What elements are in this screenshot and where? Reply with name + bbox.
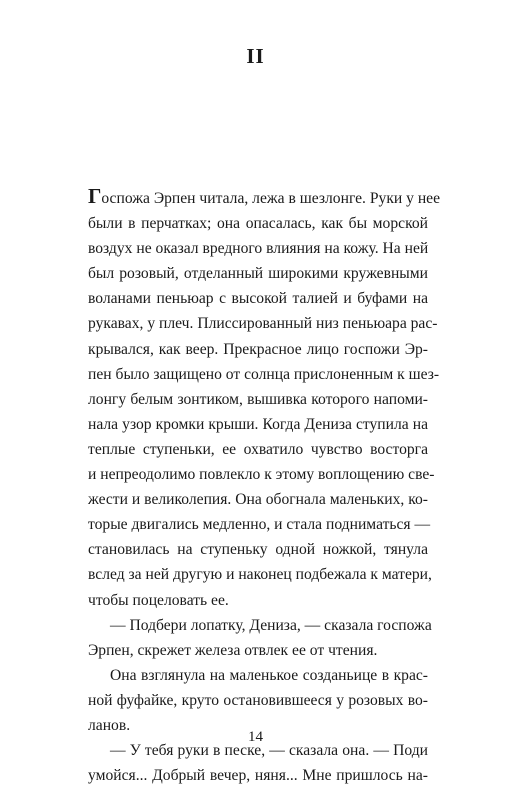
text-line: становилась на ступеньку одной ножкой, тянула (88, 541, 428, 559)
body-text (88, 184, 441, 788)
text-line: воланами пеньюар с высокой талией и буфами на (88, 290, 428, 308)
text-line: крывался, как веер. Прекрасное лицо госпожи Эр- (88, 340, 428, 358)
text-line-content: оспожа Эрпен читала, лежа в шезлонге. Руки у нее (101, 190, 441, 207)
page-number: 14 (248, 729, 263, 745)
drop-cap: Г (88, 184, 102, 208)
text-line: чтобы поцеловать ее. (88, 591, 229, 609)
text-line: пен было защищено от солнца прислоненным к шез- (88, 365, 440, 383)
text-line: был розовый, отделанный широкими кружевными (88, 265, 428, 283)
text-line: ной фуфайке, круто остановившееся у розовых во- (88, 691, 428, 709)
text-line (88, 184, 441, 211)
text-line: Эрпен, скрежет железа отвлек ее от чтения. (88, 641, 378, 659)
text-line: рукавах, у плеч. Плиссированный низ пеньюара рас- (88, 315, 438, 333)
text-line: вслед за ней другую и наконец подбежала к матери, (88, 566, 432, 584)
text-line: ланов. (88, 716, 131, 734)
chapter-number: II (246, 44, 265, 68)
text-line: торые двигались медленно, и стала подниматься — (88, 516, 431, 534)
text-line: нала узор кромки крыши. Когда Дениза ступила на (88, 415, 428, 433)
text-line: были в перчатках; она опасалась, как бы морской (88, 215, 428, 233)
text-line: умойся... Добрый вечер, няня... Мне пришлось на- (88, 767, 428, 785)
text-line: и непреодолимо повлекло к этому воплощению све- (88, 466, 435, 484)
text-line: теплые ступеньки, ее охватило чувство восторга (88, 440, 428, 458)
text-line: лонгу белым зонтиком, вышивка которого напоми- (88, 390, 428, 408)
text-line: — Подбери лопатку, Дениза, — сказала госпожа (110, 616, 432, 634)
text-line: жести и великолепия. Она обогнала маленьких, ко- (88, 491, 428, 509)
text-line: — У тебя руки в песке, — сказала она. — Поди (110, 742, 428, 760)
text-line: Она взглянула на маленькое созданьице в крас- (110, 666, 428, 684)
text-line: воздух не оказал вредного влияния на кожу. На ней (88, 240, 429, 258)
